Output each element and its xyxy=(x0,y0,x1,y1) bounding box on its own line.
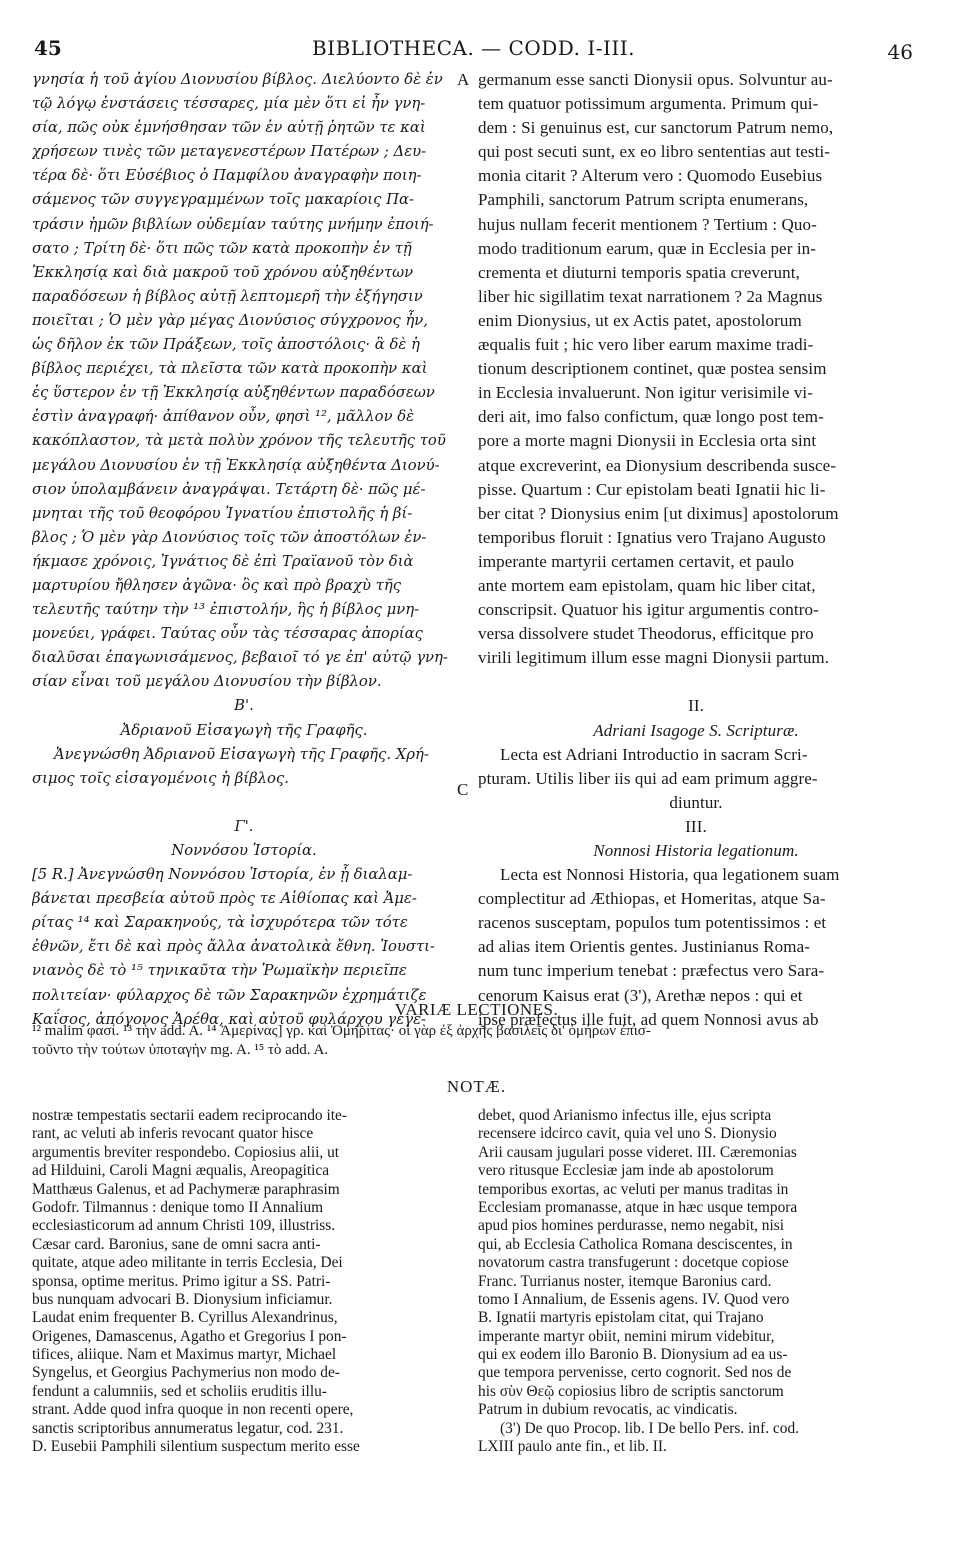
note-line: Patrum in dubium revocatis, ac vindicatis. xyxy=(478,1401,738,1419)
text-line: βάνεται πρεσβεία αὐτοῦ πρὸς τε Αἰθίοπας καὶ Ἀμε- xyxy=(32,890,417,908)
note-line: Ecclesiam promanasse, atque in hæc usque tempora xyxy=(478,1198,798,1216)
section-title: Ἀδριανοῦ Εἰσαγωγὴ τῆς Γραφῆς. xyxy=(120,721,368,739)
text-line: κακόπλαστον, τὰ μετὰ πολὺν χρόνον τῆς τελευτῆς τοῦ xyxy=(32,432,446,450)
text-line: pore a morte magni Dionysii in Ecclesia orta sint xyxy=(478,431,817,451)
note-line: Matthæus Galenus, et ad Pachymeræ paraphrasim xyxy=(32,1180,340,1198)
text-line: in Ecclesia invaluerunt. Non igitur verisimile vi- xyxy=(478,383,813,403)
section-number: II. xyxy=(688,696,704,716)
text-line: ποιεῖται ; Ὁ μὲν γὰρ μέγας Διονύσιος σύγχρονος ἦν, xyxy=(32,311,429,329)
page-number-left: 45 xyxy=(34,36,62,60)
note-line: sponsa, optime meritus. Primo igitur a SS. Patri- xyxy=(32,1272,331,1290)
text-line: hujus nullam fecerit mentionem ? Tertium : Quo- xyxy=(478,214,817,234)
variae-lectiones-text xyxy=(32,1022,921,1060)
note-line: novatorum castra transfugerunt : docetque copiose xyxy=(478,1254,789,1272)
text-line: ὡς δῆλον ἐκ τῶν Πράξεων, τοῖς ἀποστόλοις· ἃ δὲ ἡ xyxy=(32,336,420,354)
text-line: μνηται τῆς τοῦ θεοφόρου Ἰγνατίου ἐπιστολῆς ἡ βί- xyxy=(32,504,413,522)
note-line: Origenes, Damascenus, Agatho et Gregorius I pon- xyxy=(32,1327,347,1345)
note-line: (3') De quo Procop. lib. I De bello Pers. inf. cod. xyxy=(500,1419,799,1437)
text-line: pisse. Quartum : Cur epistolam beati Ignatii hic li- xyxy=(478,479,826,499)
section-title: Nonnosi Historia legationum. xyxy=(593,841,799,860)
note-line: bus nunquam advocari B. Dionysium inficiamur. xyxy=(32,1290,333,1308)
text-line: Ἐκκλησίᾳ καὶ διὰ μακροῦ τοῦ χρόνου αὐξηθέντων xyxy=(32,263,414,281)
note-line: qui, ab Ecclesia Catholica Romana desciscentes, in xyxy=(478,1235,793,1253)
text-line: τράσιν ἡμῶν βιβλίων οὐδεμίαν ταύτης μνήμην ἐποιή- xyxy=(32,215,434,233)
note-line: debet, quod Arianismo infectus ille, ejus scripta xyxy=(478,1107,772,1124)
section-number: Γ'. xyxy=(234,817,254,835)
note-line: ad Hilduini, Caroli Magni æqualis, Areopagitica xyxy=(32,1162,330,1180)
text-line: τελευτῆς ταύτην τὴν ¹³ ἐπιστολήν, ἣς ἡ βίβλος μνη- xyxy=(32,601,420,619)
note-line: temporibus exortas, ac veluti per manus traditas in xyxy=(478,1180,789,1198)
text-line: crementa et diuturni temporis spatia creverunt, xyxy=(478,262,800,282)
text-line: deri ait, imo falso confictum, quæ longo post tem- xyxy=(478,407,824,427)
text-line: σατο ; Τρίτη δὲ· ὅτι πῶς τῶν κατὰ προκοπὴν ἐν τῇ xyxy=(32,239,412,257)
variae-lectiones-heading: VARIÆ LECTIONES. xyxy=(394,1000,559,1019)
text-line: atque excreverint, ea Dionysium describenda susce- xyxy=(478,455,837,475)
apparatus-line: τοῦντο τὴν τούτων ὑποταγὴν mg. A. ¹⁵ τὸ add. A. xyxy=(32,1042,329,1058)
text-line: num tunc imperium tenebat : præfectus vero Sara- xyxy=(478,961,825,981)
text-line: ante mortem eam epistolam, quam hic liber citat, xyxy=(478,575,816,595)
text-line: σιμος τοῖς εἰσαγομένοις ἡ βίβλος. xyxy=(32,769,289,787)
text-line: æqualis fuit ; hic vero liber earum maxime tradi- xyxy=(478,335,814,355)
text-line: σίαν εἶναι τοῦ μεγάλου Διονυσίου τὴν βίβλον. xyxy=(32,673,382,691)
text-line: σιον ὑπολαμβάνειν ἀναγράψαι. Τετάρτη δὲ· πῶς μέ- xyxy=(32,480,426,498)
section-number: Β'. xyxy=(234,697,254,715)
note-line: D. Eusebii Pamphili silentium suspectum merito esse xyxy=(32,1438,360,1456)
section-number: III. xyxy=(685,816,707,836)
margin-letter-a: A xyxy=(457,70,470,89)
page-number-right: 46 xyxy=(887,40,913,64)
text-line: racenos susceptam, populos tum potentissimos : et xyxy=(478,913,827,933)
note-line: Franc. Turrianus noster, itemque Baronius card. xyxy=(478,1272,772,1290)
text-line: virili legitimum illum esse magni Dionysii partum. xyxy=(478,648,830,668)
text-line: διαλῦσαι ἐπαγωνισάμενος, βεβαιοῖ τό γε ἐπ' αὐτῷ γνη- xyxy=(32,649,448,667)
text-line: ber citat ? Dionysius enim [ut diximus] apostolorum xyxy=(478,503,839,523)
text-line: liber hic sigillatim texat narrationem ? 2a Magnus xyxy=(478,286,823,306)
text-line: dem : Si genuinus est, cur sanctorum Patrum nemo, xyxy=(478,118,834,138)
text-line: Pamphili, sanctorum Patrum scripta enumerans, xyxy=(478,190,809,210)
spacer xyxy=(32,791,456,815)
text-line: ἐθνῶν, ἔτι δὲ καὶ πρὸς ἄλλα ἀνατολικὰ ἔθνη. Ἰουστι- xyxy=(32,938,435,956)
text-line: βλος ; Ὁ μὲν γὰρ Διονύσιος τοῖς τῶν ἀποστόλων ἐν- xyxy=(32,528,427,546)
text-line: μονεύει, γράφει. Ταύτας οὖν τὰς τέσσαρας ἀπορίας xyxy=(32,625,423,643)
apparatus-line: ¹² malim φασί. ¹³ τὴν add. A. ¹⁴ Ἀμερίνας] γρ. καὶ Ὁμηρίτας· οἱ γὰρ ἐξ ἀρχῆς βασιλεῖς δι' ὁμήρων ἐπισ- xyxy=(32,1023,651,1039)
section-title: Adriani Isagoge S. Scripturæ. xyxy=(593,720,799,740)
text-line: χρήσεων τινὲς τῶν μεταγενεστέρων Πατέρων ; Δευ- xyxy=(32,143,427,161)
running-title: BIBLIOTHECA. — CODD. I-III. xyxy=(311,36,636,60)
text-line: complectitur ad Æthiopas, et Homeritas, atque Sa- xyxy=(478,889,826,909)
text-line: modo traditionum earum, quæ in Ecclesia per in- xyxy=(478,238,817,258)
note-line: quitate, atque adeo militante in terris Ecclesia, Dei xyxy=(32,1254,343,1272)
text-line: σάμενος τῶν συγγεγραμμένων τοῖς μακαρίοις Πα- xyxy=(32,191,414,209)
note-line: Syngelus, et Georgius Pachymerius non modo de- xyxy=(32,1364,340,1382)
note-line: Laudat enim frequenter B. Cyrillus Alexandrinus, xyxy=(32,1309,338,1327)
note-line: imperante martyr obiit, nemini mirum videbitur, xyxy=(478,1327,775,1345)
text-line: conscripsit. Quatuor his igitur argumentis contro- xyxy=(478,600,819,620)
text-line: [5 R.] Ἀνεγνώσθη Νοννόσου Ἱστορία, ἐν ᾗ διαλαμ- xyxy=(32,866,413,884)
section-title: Νοννόσου Ἱστορία. xyxy=(171,842,317,859)
text-line: imperante martyrii certamen certavit, et paulo xyxy=(478,551,795,571)
note-line: Arii causam jugulari posse videret. III. Cæremonias xyxy=(478,1143,797,1161)
note-line: qui ex eodem illo Baronio B. Dionysium ad ea us- xyxy=(478,1346,788,1364)
text-line: Lecta est Adriani Introductio in sacram Scri- xyxy=(500,744,808,764)
text-line: ad alias item Orientis gentes. Justinianus Roma- xyxy=(478,937,810,957)
text-line: tionum descriptionem continet, quæ postea sensim xyxy=(478,359,827,379)
notae-heading: NOTÆ. xyxy=(446,1077,507,1096)
text-line: βίβλος περιέχει, τὰ πλεῖστα τῶν κατὰ προκοπὴν καὶ xyxy=(32,360,428,378)
text-line: tem quatuor potissimum argumenta. Primum qui- xyxy=(478,94,819,114)
text-line: Ἀνεγνώσθη Ἀδριανοῦ Εἰσαγωγὴ τῆς Γραφῆς. Χρή- xyxy=(54,745,429,763)
note-line: nostræ tempestatis sectarii eadem reciprocando ite- xyxy=(32,1107,347,1124)
text-line: τέρα δὲ· ὅτι Εὐσέβιος ὁ Παμφίλου ἀναγραφὴν ποιη- xyxy=(32,167,422,185)
note-line: tifices, aliique. Nam et Maximus martyr, Michael xyxy=(32,1346,337,1364)
text-line: ἐστὶν ἀναγραφή· ἀπίθανον οὖν, φησὶ ¹², μᾶλλον δὲ xyxy=(32,408,415,426)
text-line: ἐς ὕστερον ἐν τῇ Ἐκκλησίᾳ αὐξηθέντων παραδόσεων xyxy=(32,384,435,402)
notes-left-column xyxy=(32,1107,456,1456)
note-line: strant. Adde quod infra quoque in non recenti opere, xyxy=(32,1401,354,1419)
text-line: temporibus floruit : Ignatius vero Trajano Augusto xyxy=(478,527,826,547)
text-line: μαρτυρίου ἤθλησεν ἀγῶνα· ὃς καὶ πρὸ βραχὺ τῆς xyxy=(32,576,402,594)
text-line: ipse præfectus ille fuit, ad quem Nonnosi avus ab xyxy=(478,1009,819,1029)
greek-main-text xyxy=(32,68,456,694)
note-line: LXIII paulo ante fin., et lib. II. xyxy=(478,1438,667,1456)
note-line: his σὺν Θεῷ copiosius libro de scriptis sanctorum xyxy=(478,1382,784,1400)
note-line: argumentis breviter respondebo. Copiosius alii, ut xyxy=(32,1143,340,1161)
greek-column xyxy=(32,68,456,1032)
note-line: tomo I Annalium, de Essenis agens. IV. Quod vero xyxy=(478,1290,790,1308)
note-line: recensere idcirco cavit, quia vel uno S. Dionysio xyxy=(478,1125,777,1143)
text-line: παραδόσεων ἡ βίβλος αὐτῇ λεπτομερῆ τὴν ἐξήγησιν xyxy=(32,287,423,305)
text-line: Καΐσος, ἀπόγονος Ἀρέθα, καὶ αὐτοῦ φυλάρχου γεγε- xyxy=(32,1010,427,1028)
text-line: pturam. Utilis liber iis qui ad eam primum aggre- xyxy=(478,768,818,788)
text-line: cenorum Kaisus erat (3'), Arethæ nepos : qui et xyxy=(478,985,803,1005)
text-line: monia citarit ? Alterum vero : Quomodo Eusebius xyxy=(478,166,823,186)
notes-right-column xyxy=(478,1107,914,1456)
note-line: rant, ac veluti ab inferis revocant quator hisce xyxy=(32,1125,314,1143)
text-line: germanum esse sancti Dionysii opus. Solvuntur au- xyxy=(478,70,833,89)
text-line: ήκμασε χρόνοις, Ἰγνάτιος δὲ ἐπὶ Τραϊανοῦ τὸν διὰ xyxy=(32,552,414,570)
text-line: Lecta est Nonnosi Historia, qua legationem suam xyxy=(500,865,840,885)
text-line: γνησία ἡ τοῦ ἁγίου Διονυσίου βίβλος. Διελύοντο δὲ ἐν xyxy=(32,71,443,88)
text-line: πολιτείαν· φύλαρχος δὲ τῶν Σαρακηνῶν ἐχρημάτιζε xyxy=(32,986,427,1004)
note-line: Cæsar card. Baronius, sane de omni sacra anti- xyxy=(32,1235,321,1253)
note-line: vero ritusque Ecclesiæ jam inde ab apostolorum xyxy=(478,1162,774,1180)
text-line: μεγάλου Διονυσίου ἐν τῇ Ἐκκλησίᾳ αὐξηθέντα Διονύ- xyxy=(32,456,440,474)
text-line: τῷ λόγῳ ἐνστάσεις τέσσαρες, μία μὲν ὅτι εἰ ἦν γνη- xyxy=(32,95,426,113)
text-line: νιανὸς δὲ τὸ ¹⁵ τηνικαῦτα τὴν Ῥωμαϊκὴν περιεῖπε xyxy=(32,962,407,980)
text-line: versa dissolvere studet Theodorus, efficitque pro xyxy=(478,624,814,644)
text-line: qui post secuti sunt, ex eo libro sententias aut testi- xyxy=(478,142,831,162)
spacer xyxy=(478,670,914,694)
note-line: apud pios homines perdurasse, nemo negabit, nisi xyxy=(478,1217,785,1235)
note-line: B. Ignatii martyris epistolam citat, qui Trajano xyxy=(478,1309,764,1327)
text-line: diuntur. xyxy=(669,792,723,812)
latin-main-text xyxy=(478,68,914,670)
note-line: Godofr. Tilmannus : denique tomo II Annalium xyxy=(32,1198,324,1216)
note-line: fendunt a calumniis, sed et scholiis eruditis illu- xyxy=(32,1382,327,1400)
text-line: ρίτας ¹⁴ καὶ Σαρακηνούς, τὰ ἰσχυρότερα τῶν τότε xyxy=(32,914,408,932)
margin-letter-c: C xyxy=(457,780,469,799)
note-line: ecclesiasticorum ad annum Christi 109, illustriss. xyxy=(32,1217,336,1235)
page-header xyxy=(34,36,913,66)
note-line: sanctis scriptoribus annumeratus legatur, cod. 231. xyxy=(32,1419,344,1437)
text-line: σία, πῶς οὐκ ἐμνήσθησαν τῶν ἐν αὐτῇ ῥητῶν τε καὶ xyxy=(32,119,426,137)
latin-column xyxy=(478,68,914,1032)
note-line: que tempora pervenisse, certo cognorit. Sed nos de xyxy=(478,1364,792,1382)
text-line: enim Dionysius, ut ex Actis patet, apostolorum xyxy=(478,310,802,330)
